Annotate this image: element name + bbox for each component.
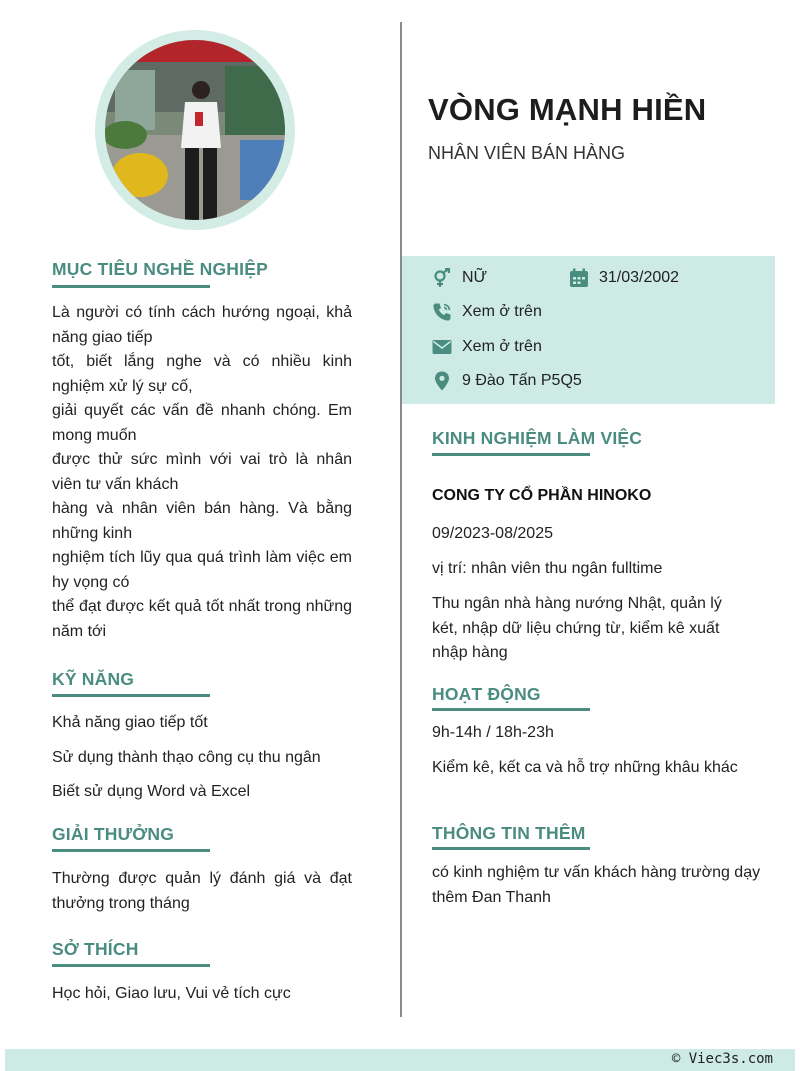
experience-position: vị trí: nhân viên thu ngân fulltime xyxy=(432,560,663,577)
calendar-icon xyxy=(569,268,589,288)
contact-address xyxy=(432,371,582,391)
activities-description: Kiểm kê, kết ca và hỗ trợ những khâu khác xyxy=(432,759,738,776)
envelope-icon xyxy=(432,337,452,357)
contact-gender xyxy=(432,268,487,288)
objective-line: tốt, biết lắng nghe và có nhiều kinh nghiệm xử lý sự cố, xyxy=(52,353,352,395)
footer-credit: © Viec3s.com xyxy=(671,1051,773,1067)
extra-text: có kinh nghiệm tư vấn khách hàng trường dạy thêm Đan Thanh xyxy=(432,864,761,906)
contact-birthdate xyxy=(569,268,679,288)
hobbies-underline xyxy=(52,964,210,967)
job-title: NHÂN VIÊN BÁN HÀNG xyxy=(428,143,626,163)
objective-line: Là người có tính cách hướng ngoại, khả năng giao tiếp xyxy=(52,304,352,346)
experience-period: 09/2023-08/2025 xyxy=(432,525,553,542)
column-divider xyxy=(400,22,402,1017)
skill-item: Biết sử dụng Word và Excel xyxy=(52,783,251,800)
objective-line: được thử sức mình với vai trò là nhân viên tư vấn khách xyxy=(52,451,352,493)
objective-text xyxy=(52,301,352,644)
skills-underline xyxy=(52,694,210,697)
experience-description: Thu ngân nhà hàng nướng Nhật, quản lý két, nhập dữ liệu chứng từ, kiểm kê xuất nhập hàng xyxy=(432,595,722,661)
objective-heading: MỤC TIÊU NGHỀ NGHIỆP xyxy=(52,259,268,279)
gender-value: NỮ xyxy=(462,269,488,286)
phone-icon xyxy=(432,302,452,322)
extra-underline xyxy=(432,847,590,850)
skill-item: Khả năng giao tiếp tốt xyxy=(52,714,208,731)
contact-phone xyxy=(432,302,542,322)
gender-icon xyxy=(432,268,452,288)
skill-item: Sử dụng thành thạo công cụ thu ngân xyxy=(52,749,321,766)
email-value: Xem ở trên xyxy=(462,338,542,355)
awards-text: Thường được quản lý đánh giá và đạt thưởng trong tháng xyxy=(52,870,352,912)
address-value: 9 Đào Tấn P5Q5 xyxy=(462,372,582,389)
company-name: CONG TY CỔ PHẦN HINOKO xyxy=(432,487,652,504)
extra-heading: THÔNG TIN THÊM xyxy=(432,823,586,843)
objective-line: nghiệm tích lũy qua quá trình làm việc em hy vọng có xyxy=(52,549,352,591)
activities-time: 9h-14h / 18h-23h xyxy=(432,724,554,741)
activities-underline xyxy=(432,708,590,711)
objective-line: thể đạt được kết quả tốt nhất trong những năm tới xyxy=(52,598,352,640)
awards-heading: GIẢI THƯỞNG xyxy=(52,824,175,844)
contact-email xyxy=(432,337,542,357)
candidate-name: VÒNG MẠNH HIỀN xyxy=(428,92,707,127)
hobbies-heading: SỞ THÍCH xyxy=(52,939,139,959)
objective-line: giải quyết các vấn đề nhanh chóng. Em mong muốn xyxy=(52,402,352,444)
birthdate-value: 31/03/2002 xyxy=(599,269,680,286)
avatar xyxy=(105,40,285,220)
phone-value: Xem ở trên xyxy=(462,303,542,320)
skills-heading: KỸ NĂNG xyxy=(52,669,135,689)
experience-underline xyxy=(432,453,590,456)
hobbies-text: Học hỏi, Giao lưu, Vui vẻ tích cực xyxy=(52,985,291,1002)
experience-heading: KINH NGHIỆM LÀM VIỆC xyxy=(432,428,643,448)
awards-underline xyxy=(52,849,210,852)
objective-underline xyxy=(52,285,210,288)
objective-line: hàng và nhân viên bán hàng. Và bằng những kinh xyxy=(52,500,352,542)
footer-bar xyxy=(5,1049,795,1071)
location-pin-icon xyxy=(432,371,452,391)
activities-heading: HOẠT ĐỘNG xyxy=(432,684,541,704)
contact-box xyxy=(402,256,775,404)
